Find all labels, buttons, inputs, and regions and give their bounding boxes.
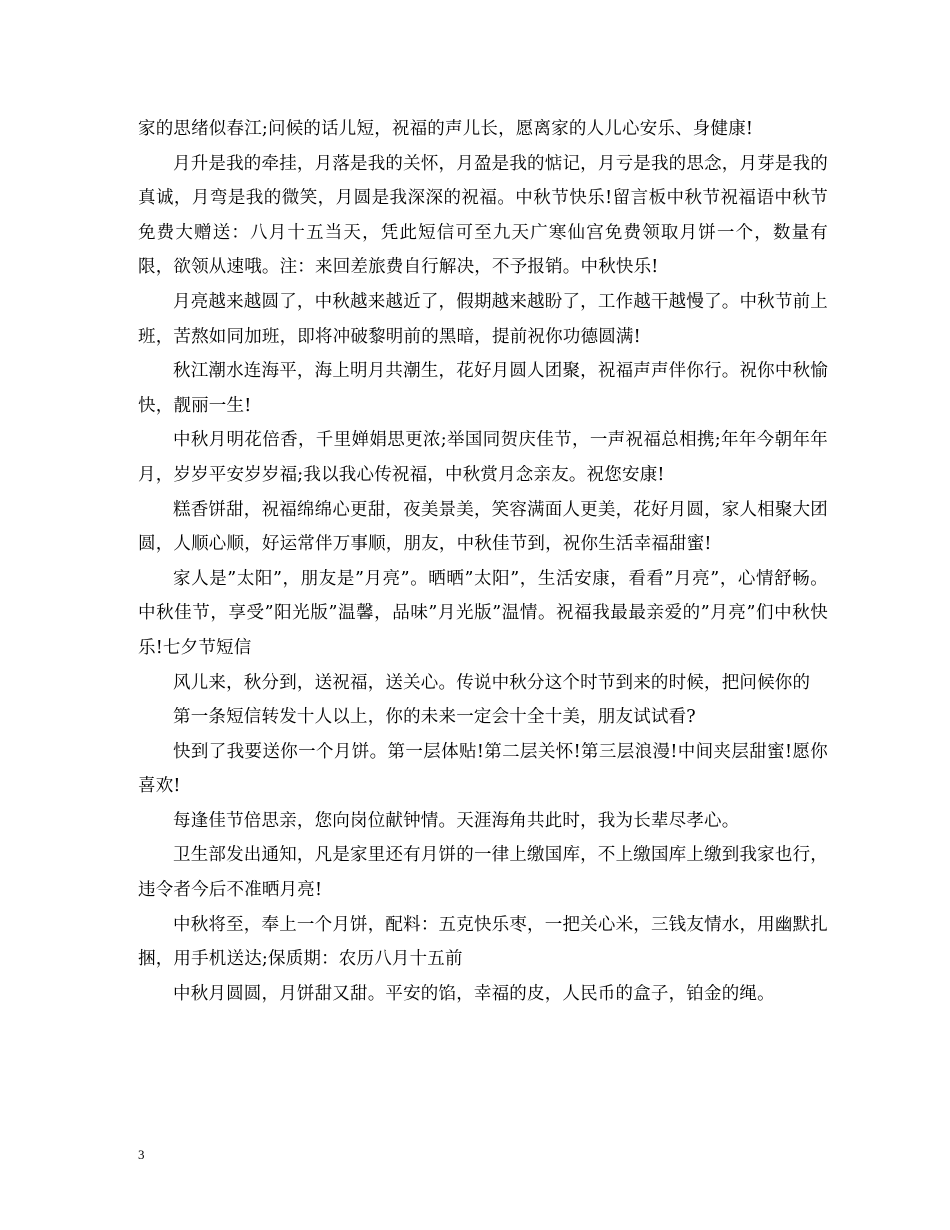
paragraph: 风儿来，秋分到，送祝福，送关心。传说中秋分这个时节到来的时候，把问候你的	[173, 672, 811, 693]
paragraph: 快到了我要送你一个月饼。第一层体贴!第二层关怀!第三层浪漫!中间夹层甜蜜!愿你喜欢!	[138, 741, 828, 797]
paragraph: 第一条短信转发十人以上，你的未来一定会十全十美，朋友试试看?	[173, 707, 696, 728]
paragraph: 中秋月圆圆，月饼甜又甜。平安的馅，幸福的皮，人民币的盒子，铂金的绳。	[173, 983, 775, 1004]
paragraph: 中秋月明花倍香，千里婵娟思更浓;举国同贺庆佳节，一声祝福总相携;年年今朝年年月，岁岁平安岁岁福;我以我心传祝福，中秋赏月念亲友。祝您安康!	[138, 430, 828, 485]
paragraph: 每逢佳节倍思亲，您向岗位献钟情。天涯海角共此时，我为长辈尽孝心。	[173, 810, 740, 831]
paragraph: 月亮越来越圆了，中秋越来越近了，假期越来越盼了，工作越干越慢了。中秋节前上班，苦熬如同加班，即将冲破黎明前的黑暗，提前祝你功德圆满!	[138, 291, 828, 347]
paragraph: 月升是我的牵挂，月落是我的关怀，月盈是我的惦记，月亏是我的思念，月芽是我的真诚，月弯是我的微笑，月圆是我深深的祝福。中秋节快乐!留言板中秋节祝福语中秋节免费大赠送：八月十五当天，凭此短信可至九天广寒仙宫免费领取月饼一个，数量有限，欲领从速哦。注：来回差旅费自行解决，不予报销。中秋快乐!	[138, 153, 828, 278]
paragraph: 卫生部发出通知，凡是家里还有月饼的一律上缴国库，不上缴国库上缴到我家也行，违令者今后不准晒月亮!	[138, 845, 828, 901]
paragraph: 家人是”太阳”，朋友是”月亮”。晒晒”太阳”，生活安康，看看”月亮”，心情舒畅。中秋佳节，享受”阳光版”温馨，品味”月光版”温情。祝福我最最亲爱的”月亮”们中秋快乐!七夕节短信	[138, 568, 828, 658]
page-number: 3	[138, 1147, 145, 1162]
paragraph: 家的思绪似春江;问候的话儿短，祝福的声儿长，愿离家的人儿心安乐、身健康!	[138, 119, 754, 139]
paragraph: 糕香饼甜，祝福绵绵心更甜，夜美景美，笑容满面人更美，花好月圆，家人相聚大团圆，人顺心顺，好运常伴万事顺，朋友，中秋佳节到，祝你生活幸福甜蜜!	[138, 499, 828, 555]
page-body	[138, 112, 828, 1011]
paragraph: 秋江潮水连海平，海上明月共潮生，花好月圆人团聚，祝福声声伴你行。祝你中秋愉快，靓丽一生!	[138, 361, 828, 416]
paragraph: 中秋将至，奉上一个月饼，配料：五克快乐枣，一把关心米，三钱友情水，用幽默扎捆，用手机送达;保质期：农历八月十五前	[138, 914, 828, 970]
